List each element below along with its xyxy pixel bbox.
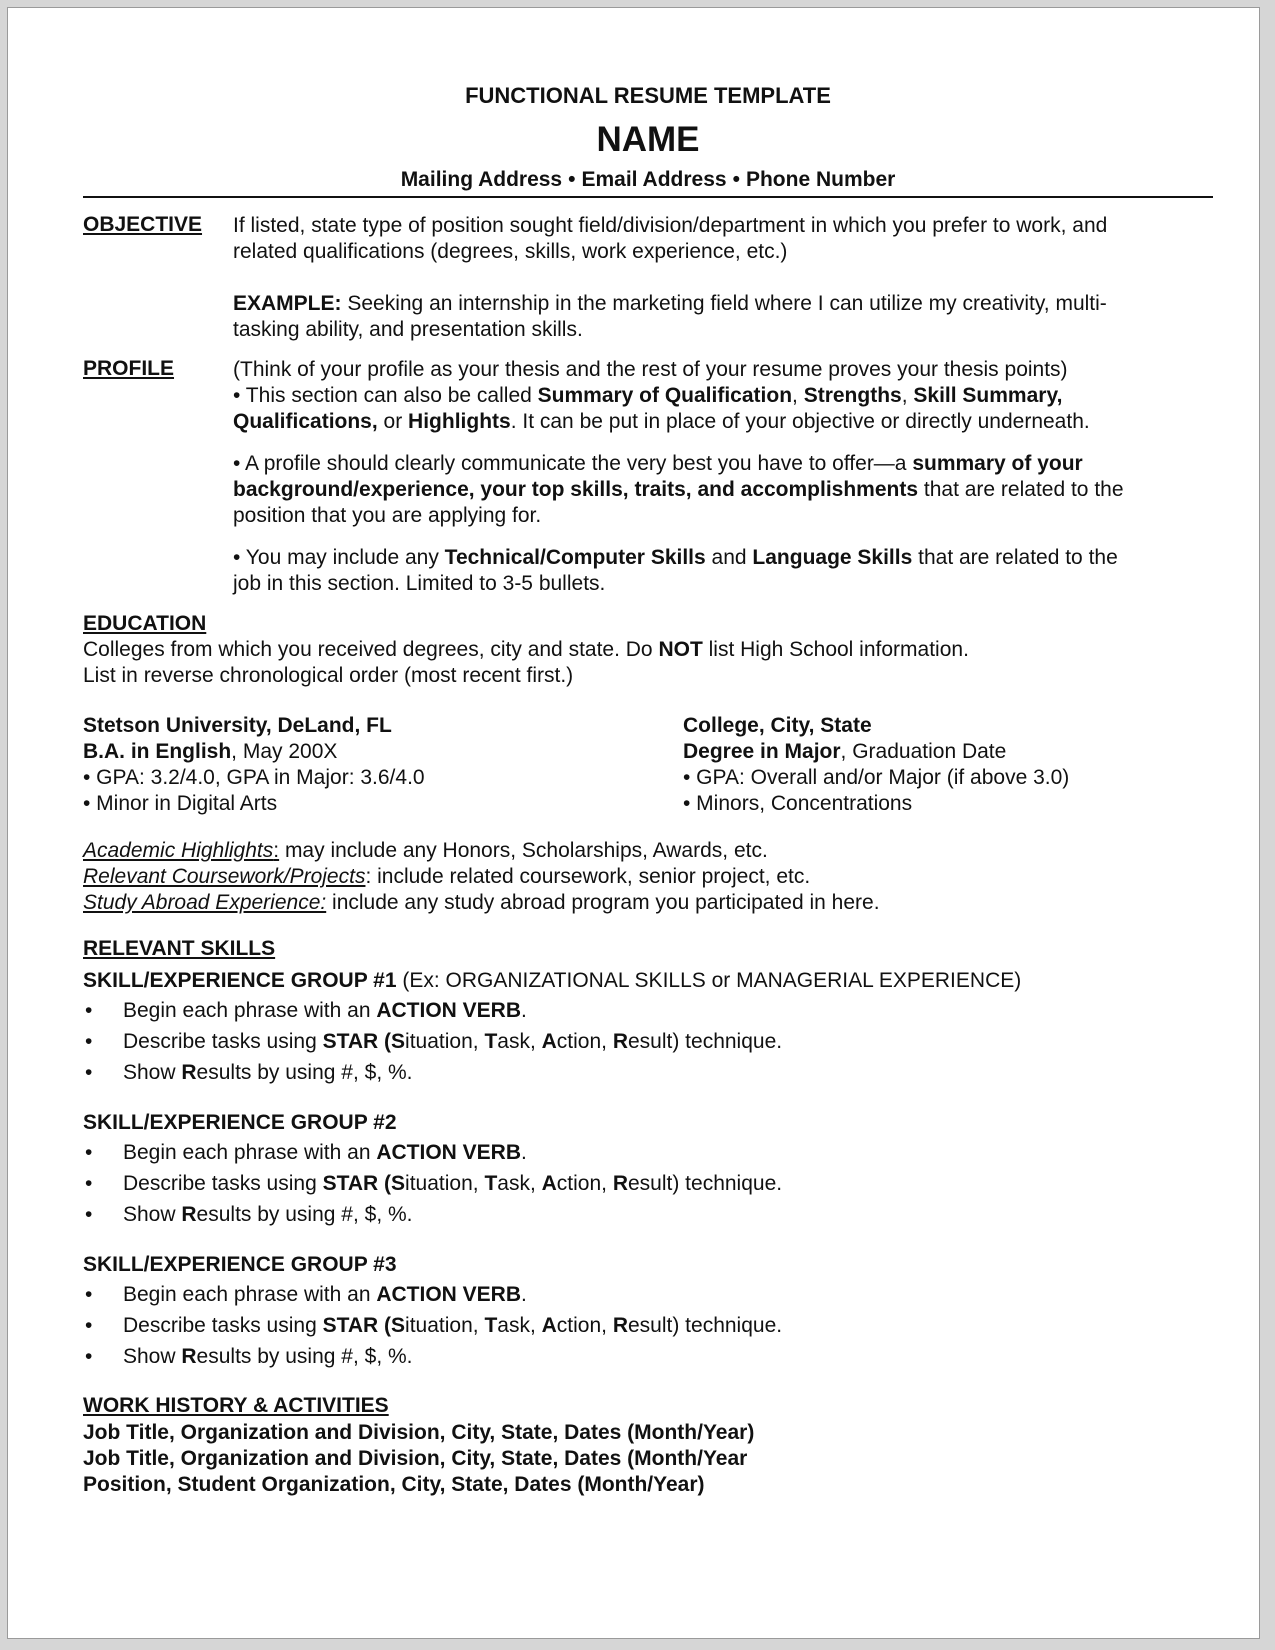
skill-bullet — [83, 1172, 782, 1196]
text-span: Begin each phrase with an — [123, 999, 377, 1022]
text-span: that are related to the — [918, 478, 1124, 501]
bold-span: R — [612, 1030, 628, 1053]
text-span: may include any Honors, Scholarships, Awards, etc. — [279, 839, 768, 862]
bold-span: STAR (S — [322, 1030, 406, 1053]
bold-span: ACTION VERB — [376, 999, 522, 1022]
bold-span: Highlights — [408, 410, 511, 433]
separator-dot: • — [732, 168, 740, 191]
skill-bullet — [83, 1283, 527, 1307]
academic-highlights-label: Academic Highlights — [83, 839, 274, 862]
work-entry: Position, Student Organization, City, State, Dates (Month/Year) — [83, 1473, 705, 1496]
header-divider — [83, 196, 1213, 198]
gpa-line: • GPA: 3.2/4.0, GPA in Major: 3.6/4.0 — [83, 766, 425, 789]
email-address: Email Address — [581, 168, 727, 191]
education-entry-right — [683, 713, 1069, 817]
bullet-icon: • — [85, 1030, 93, 1053]
profile-line: position that you are applying for. — [233, 504, 542, 527]
objective-line: If listed, state type of position sought field/division/department in which you prefer to work, and — [233, 214, 1108, 237]
bold-span: R — [612, 1314, 628, 1337]
text-span: ction, — [556, 1030, 613, 1053]
skill-group-title — [83, 968, 1021, 994]
text-span: . — [521, 1141, 527, 1164]
work-entry: Job Title, Organization and Division, City, State, Dates (Month/Year — [83, 1447, 748, 1470]
bold-span: Language Skills — [752, 546, 913, 569]
skill-bullet — [83, 1314, 782, 1338]
bold-span: summary of your — [912, 452, 1083, 475]
text-span: Colleges from which you received degrees, city and state. Do — [83, 638, 659, 661]
bold-span: SKILL/EXPERIENCE GROUP #3 — [83, 1253, 397, 1276]
contact-line — [83, 168, 1213, 192]
bold-span: ACTION VERB — [376, 1141, 522, 1164]
bullet-icon: • — [85, 1345, 93, 1368]
degree-date: , May 200X — [231, 740, 338, 763]
bold-span: background/experience, your top skills, traits, and accomplishments — [233, 478, 919, 501]
bold-span: A — [541, 1030, 557, 1053]
text-span: : — [273, 839, 280, 862]
text-span: • This section can also be called — [233, 384, 538, 407]
bullet-icon: • — [85, 1203, 93, 1226]
bold-span: Technical/Computer Skills — [444, 546, 706, 569]
text-span: Show — [123, 1061, 182, 1084]
objective-heading: OBJECTIVE — [83, 213, 203, 236]
text-span: . — [521, 1283, 527, 1306]
skill-bullet — [83, 1030, 782, 1054]
text-span: and — [705, 546, 753, 569]
objective-text — [233, 213, 1107, 265]
text-span: • A profile should clearly communicate the very best you have to offer—a — [233, 452, 913, 475]
text-span: Begin each phrase with an — [123, 1283, 377, 1306]
education-extras — [83, 838, 880, 916]
profile-line: (Think of your profile as your thesis and the rest of your resume proves your thesis points) — [233, 358, 1068, 381]
bullet-icon: • — [85, 999, 93, 1022]
bold-span: SKILL/EXPERIENCE GROUP #1 — [83, 969, 397, 992]
study-abroad-label: Study Abroad Experience: — [83, 891, 327, 914]
skill-bullet — [83, 1141, 527, 1165]
minor-line: • Minors, Concentrations — [683, 792, 913, 815]
bold-span: ACTION VERB — [376, 1283, 522, 1306]
skill-bullet — [83, 999, 527, 1023]
text-span: ction, — [556, 1172, 613, 1195]
profile-line — [233, 383, 1090, 409]
text-span: , — [792, 384, 804, 407]
text-span: esults by using #, $, %. — [196, 1203, 413, 1226]
profile-line: job in this section. Limited to 3-5 bullets. — [233, 572, 606, 595]
bold-span: T — [484, 1314, 498, 1337]
bold-span: T — [484, 1172, 498, 1195]
skill-bullet — [83, 1203, 413, 1227]
degree-date: , Graduation Date — [840, 740, 1007, 763]
bullet-icon: • — [85, 1172, 93, 1195]
profile-line — [233, 409, 1090, 435]
skill-bullet — [83, 1345, 413, 1369]
text-span: . It can be put in place of your objective or directly underneath. — [510, 410, 1090, 433]
work-history-list — [83, 1420, 754, 1498]
bold-span: A — [541, 1314, 557, 1337]
work-history-heading: WORK HISTORY & ACTIVITIES — [83, 1394, 389, 1417]
text-span: ask, — [497, 1314, 542, 1337]
name-heading: NAME — [596, 120, 700, 159]
bullet-icon: • — [85, 1141, 93, 1164]
text-span: : include related coursework, senior project, etc. — [365, 865, 811, 888]
bold-span: Skill Summary, — [913, 384, 1063, 407]
bold-span: Strengths — [803, 384, 902, 407]
bullet-icon: • — [85, 1314, 93, 1337]
education-line: List in reverse chronological order (most recent first.) — [83, 664, 574, 687]
objective-line: related qualifications (degrees, skills, work experience, etc.) — [233, 240, 788, 263]
bold-span: R — [181, 1203, 197, 1226]
bold-span: T — [484, 1030, 498, 1053]
text-span: esult) technique. — [628, 1172, 783, 1195]
profile-paragraph — [233, 545, 1118, 597]
bold-span: Qualifications, — [233, 410, 378, 433]
bold-span: SKILL/EXPERIENCE GROUP #2 — [83, 1111, 397, 1134]
profile-intro — [233, 357, 1090, 435]
education-entry-left — [83, 713, 425, 817]
degree-name: B.A. in English — [83, 740, 232, 763]
school-name: College, City, State — [683, 714, 872, 737]
text-span: esults by using #, $, %. — [196, 1061, 413, 1084]
text-span: Describe tasks using — [123, 1030, 323, 1053]
bold-span: R — [181, 1345, 197, 1368]
text-span: list High School information. — [702, 638, 969, 661]
text-span: include any study abroad program you participated in here. — [326, 891, 880, 914]
text-span: (Ex: ORGANIZATIONAL SKILLS or MANAGERIAL EXPERIENCE) — [396, 969, 1022, 992]
resume-page — [7, 7, 1260, 1639]
bold-span: R — [181, 1061, 197, 1084]
text-span: ction, — [556, 1314, 613, 1337]
phone-number: Phone Number — [745, 168, 896, 191]
profile-heading: PROFILE — [83, 357, 175, 380]
bold-span: A — [541, 1172, 557, 1195]
text-span: Describe tasks using — [123, 1172, 323, 1195]
example-text: tasking ability, and presentation skills. — [233, 318, 583, 341]
bullet-icon: • — [85, 1061, 93, 1084]
text-span: Begin each phrase with an — [123, 1141, 377, 1164]
coursework-label: Relevant Coursework/Projects — [83, 865, 366, 888]
text-span: esults by using #, $, %. — [196, 1345, 413, 1368]
bold-span: STAR (S — [322, 1172, 406, 1195]
bold-span: Summary of Qualification — [537, 384, 793, 407]
text-span: Describe tasks using — [123, 1314, 323, 1337]
education-heading: EDUCATION — [83, 612, 207, 635]
text-span: esult) technique. — [628, 1314, 783, 1337]
skill-group-title — [83, 1252, 397, 1278]
text-span: Show — [123, 1203, 182, 1226]
text-span: or — [377, 410, 409, 433]
relevant-skills-heading: RELEVANT SKILLS — [83, 937, 276, 960]
text-span: , — [901, 384, 914, 407]
education-intro — [83, 637, 969, 689]
bold-span: R — [612, 1172, 628, 1195]
bold-span: NOT — [658, 638, 703, 661]
example-text: Seeking an internship in the marketing field where I can utilize my creativity, multi- — [341, 292, 1107, 315]
text-span: ask, — [497, 1030, 542, 1053]
document-title: FUNCTIONAL RESUME TEMPLATE — [465, 83, 831, 108]
text-span: ituation, — [405, 1314, 485, 1337]
bold-span: STAR (S — [322, 1314, 406, 1337]
text-span: esult) technique. — [628, 1030, 783, 1053]
gpa-line: • GPA: Overall and/or Major (if above 3.0) — [683, 766, 1070, 789]
text-span: ask, — [497, 1172, 542, 1195]
skill-group-title — [83, 1110, 397, 1136]
bullet-icon: • — [85, 1283, 93, 1306]
mailing-address: Mailing Address — [400, 168, 563, 191]
text-span: • You may include any — [233, 546, 445, 569]
text-span: ituation, — [405, 1172, 485, 1195]
example-label: EXAMPLE: — [233, 292, 342, 315]
separator-dot: • — [568, 168, 576, 191]
text-span: that are related to the — [912, 546, 1118, 569]
work-entry: Job Title, Organization and Division, City, State, Dates (Month/Year) — [83, 1421, 755, 1444]
skill-bullet — [83, 1061, 413, 1085]
profile-paragraph — [233, 451, 1124, 529]
text-span: Show — [123, 1345, 182, 1368]
minor-line: • Minor in Digital Arts — [83, 792, 278, 815]
text-span: . — [521, 999, 527, 1022]
school-name: Stetson University, DeLand, FL — [83, 714, 392, 737]
objective-example — [233, 291, 1107, 343]
degree-name: Degree in Major — [683, 740, 841, 763]
text-span: ituation, — [405, 1030, 485, 1053]
